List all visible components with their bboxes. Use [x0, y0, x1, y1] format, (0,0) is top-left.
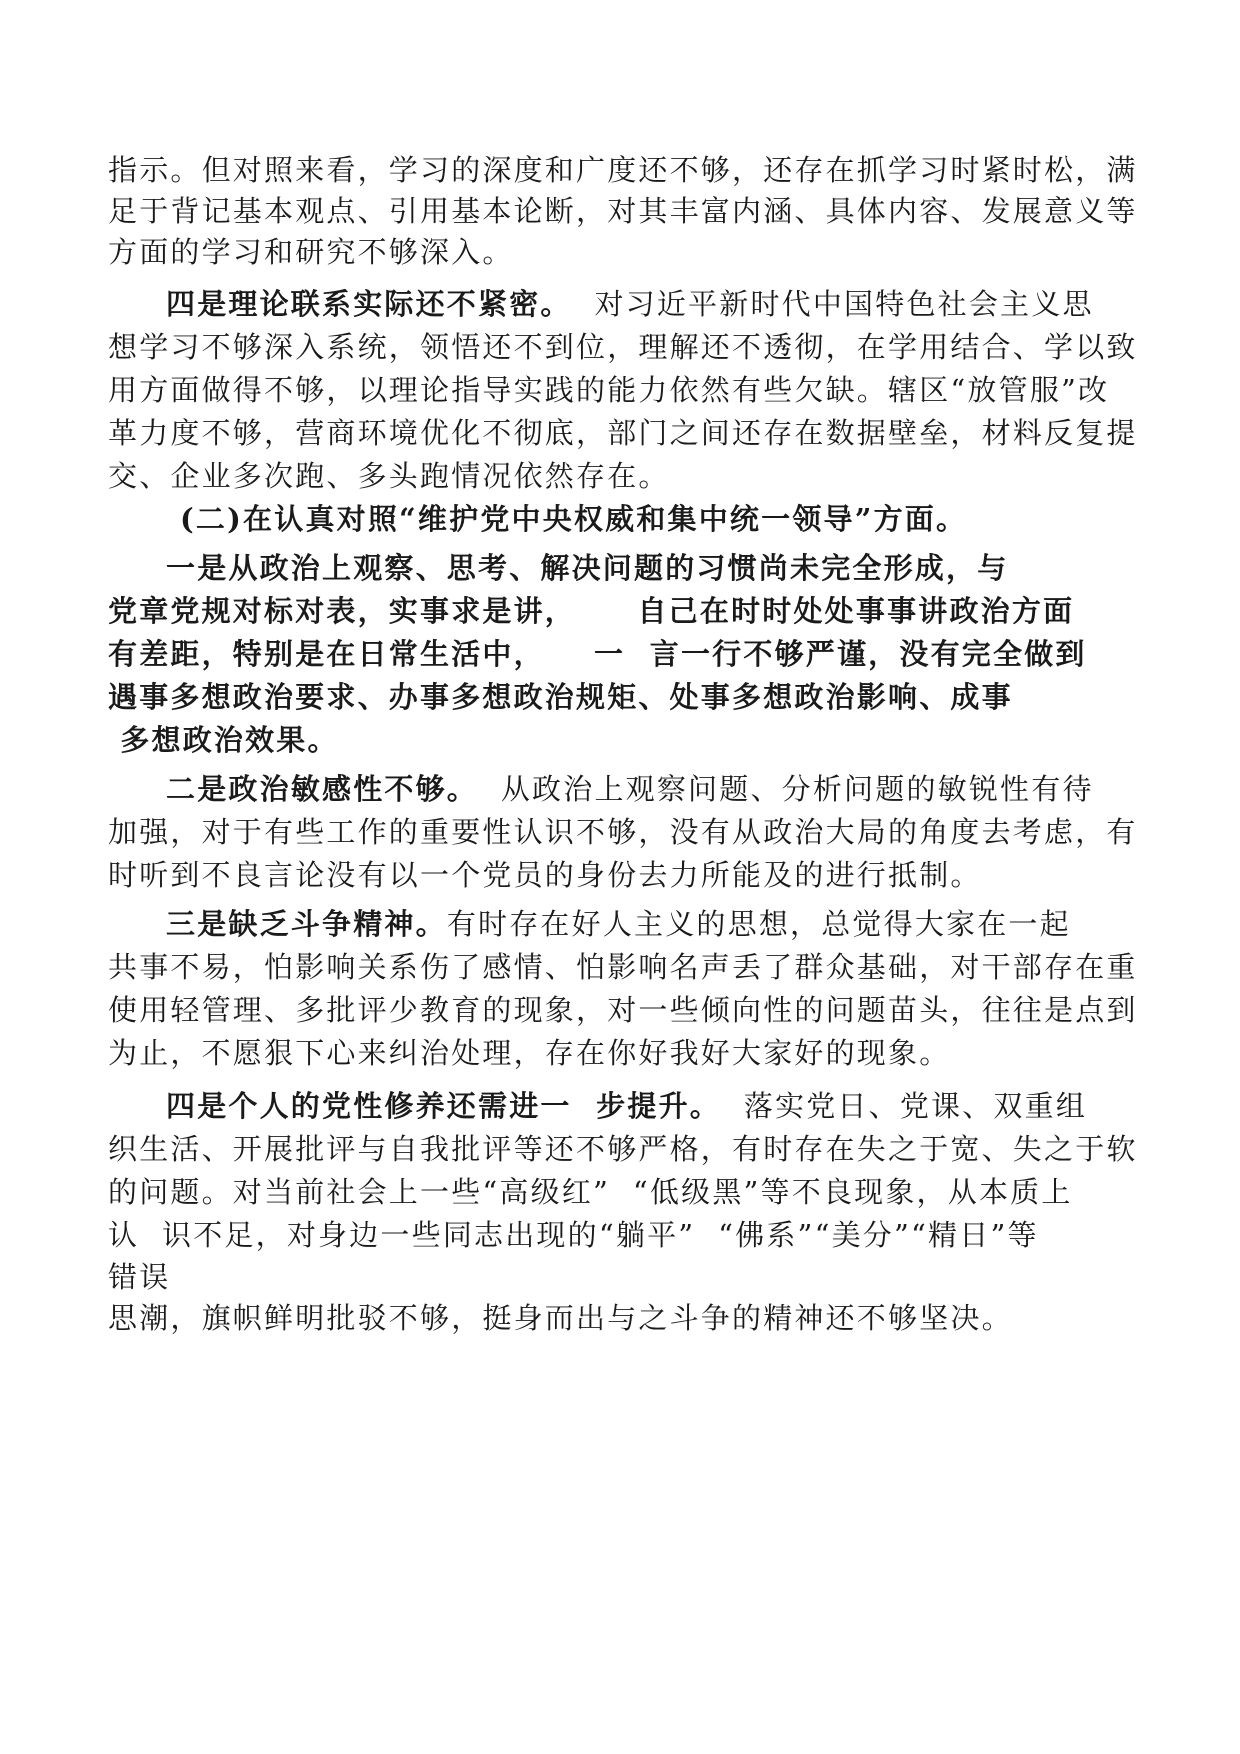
- text-run: 交、企业多次跑、多头跑情况依然存在。: [108, 459, 670, 493]
- text-line: [108, 369, 1138, 412]
- text-run: 从政治上观察问题、分析问题的敏锐性有待: [478, 772, 1094, 806]
- text-run: 指示。但对照来看，学习的深度和广度还不够，还存在抓学习时紧时松，满: [108, 153, 1138, 187]
- paragraph-party-cultivation: [108, 1085, 1138, 1339]
- text-line: [108, 1171, 1138, 1214]
- text-line: [108, 590, 1138, 633]
- text-line: [108, 854, 1138, 897]
- text-run: 认 识不足，对身边一些同志出现的“躺平” “佛系”“美分”“精日”等: [108, 1218, 1039, 1252]
- text-line: [108, 1032, 1138, 1075]
- text-line: [108, 768, 1138, 811]
- text-line: [108, 150, 1138, 191]
- text-run: 多想政治效果。: [108, 723, 339, 757]
- text-line: [108, 412, 1138, 455]
- text-run: 对习近平新时代中国特色社会主义思: [571, 287, 1094, 321]
- text-line: [108, 1257, 1138, 1298]
- text-line: [108, 676, 1138, 719]
- text-run: 有差距，特别是在日常生活中， 一 言一行不够严谨，没有完全做到: [108, 637, 1087, 671]
- paragraph-lead: 四是理论联系实际还不紧密。: [166, 287, 572, 321]
- text-run: 遇事多想政治要求、办事多想政治规矩、处事多想政治影响、成事: [108, 680, 1013, 714]
- text-line: [108, 1128, 1138, 1171]
- text-run: 使用轻管理、多批评少教育的现象，对一些倾向性的问题苗头，往往是点到: [108, 993, 1138, 1027]
- section-heading-text: (二)在认真对照“维护党中央权威和集中统一领导”方面。: [180, 502, 968, 536]
- text-run: 落实党日、党课、双重组: [721, 1089, 1088, 1123]
- text-run: 用方面做得不够，以理论指导实践的能力依然有些欠缺。辖区“放管服”改: [108, 373, 1110, 407]
- text-run: 有时存在好人主义的思想，总觉得大家在一起: [446, 907, 1071, 941]
- text-line: [108, 455, 1138, 498]
- paragraph-lead: 三是缺乏斗争精神。: [166, 907, 447, 941]
- text-line: [108, 283, 1138, 326]
- text-line: [108, 989, 1138, 1032]
- paragraph-theory-practice: [108, 283, 1138, 498]
- text-line: [108, 719, 1138, 762]
- text-line: [108, 946, 1138, 989]
- text-run: 思潮，旗帜鲜明批驳不够，挺身而出与之斗争的精神还不够坚决。: [108, 1301, 1013, 1335]
- text-run: 加强，对于有些工作的重要性认识不够，没有从政治大局的角度去考虑，有: [108, 815, 1138, 849]
- paragraph-lead: 二是政治敏感性不够。: [166, 772, 479, 806]
- text-run: 想学习不够深入系统，领悟还不到位，理解还不透彻，在学用结合、学以致: [108, 330, 1138, 364]
- text-run: 共事不易，怕影响关系伤了感情、怕影响名声丢了群众基础，对干部存在重: [108, 950, 1138, 984]
- text-line: [108, 326, 1138, 369]
- text-line: [108, 903, 1138, 946]
- text-run: 党章党规对标对表，实事求是讲， 自己在时时处处事事讲政治方面: [108, 594, 1075, 628]
- section-heading: [108, 498, 1138, 541]
- text-run: 错误: [108, 1260, 171, 1294]
- text-line: [108, 498, 1138, 541]
- paragraph-political-habits: [108, 547, 1138, 762]
- paragraph-lead: 四是个人的党性修养还需进一 步提升。: [166, 1089, 721, 1123]
- paragraph-political-sensitivity: [108, 768, 1138, 897]
- text-line: [108, 232, 1138, 273]
- paragraph-fighting-spirit: [108, 903, 1138, 1075]
- paragraph-study-depth: [108, 150, 1138, 273]
- text-line: [108, 633, 1138, 676]
- text-run: 革力度不够，营商环境优化不彻底，部门之间还存在数据壁垒，材料反复提: [108, 416, 1138, 450]
- text-line: [108, 191, 1138, 232]
- text-line: [108, 811, 1138, 854]
- text-line: [108, 1085, 1138, 1128]
- text-run: 一是从政治上观察、思考、解决问题的习惯尚未完全形成，与: [166, 551, 1009, 585]
- text-run: 织生活、开展批评与自我批评等还不够严格，有时存在失之于宽、失之于软: [108, 1132, 1138, 1166]
- text-line: [108, 1298, 1138, 1339]
- text-line: [108, 547, 1138, 590]
- text-run: 的问题。对当前社会上一些“高级红” “低级黑”等不良现象，从本质上: [108, 1175, 1073, 1209]
- text-run: 为止，不愿狠下心来纠治处理，存在你好我好大家好的现象。: [108, 1036, 951, 1070]
- document-page: [108, 150, 1138, 1339]
- text-line: [108, 1214, 1138, 1257]
- text-run: 方面的学习和研究不够深入。: [108, 235, 514, 269]
- text-run: 时听到不良言论没有以一个党员的身份去力所能及的进行抵制。: [108, 858, 982, 892]
- text-run: 足于背记基本观点、引用基本论断，对其丰富内涵、具体内容、发展意义等: [108, 194, 1138, 228]
